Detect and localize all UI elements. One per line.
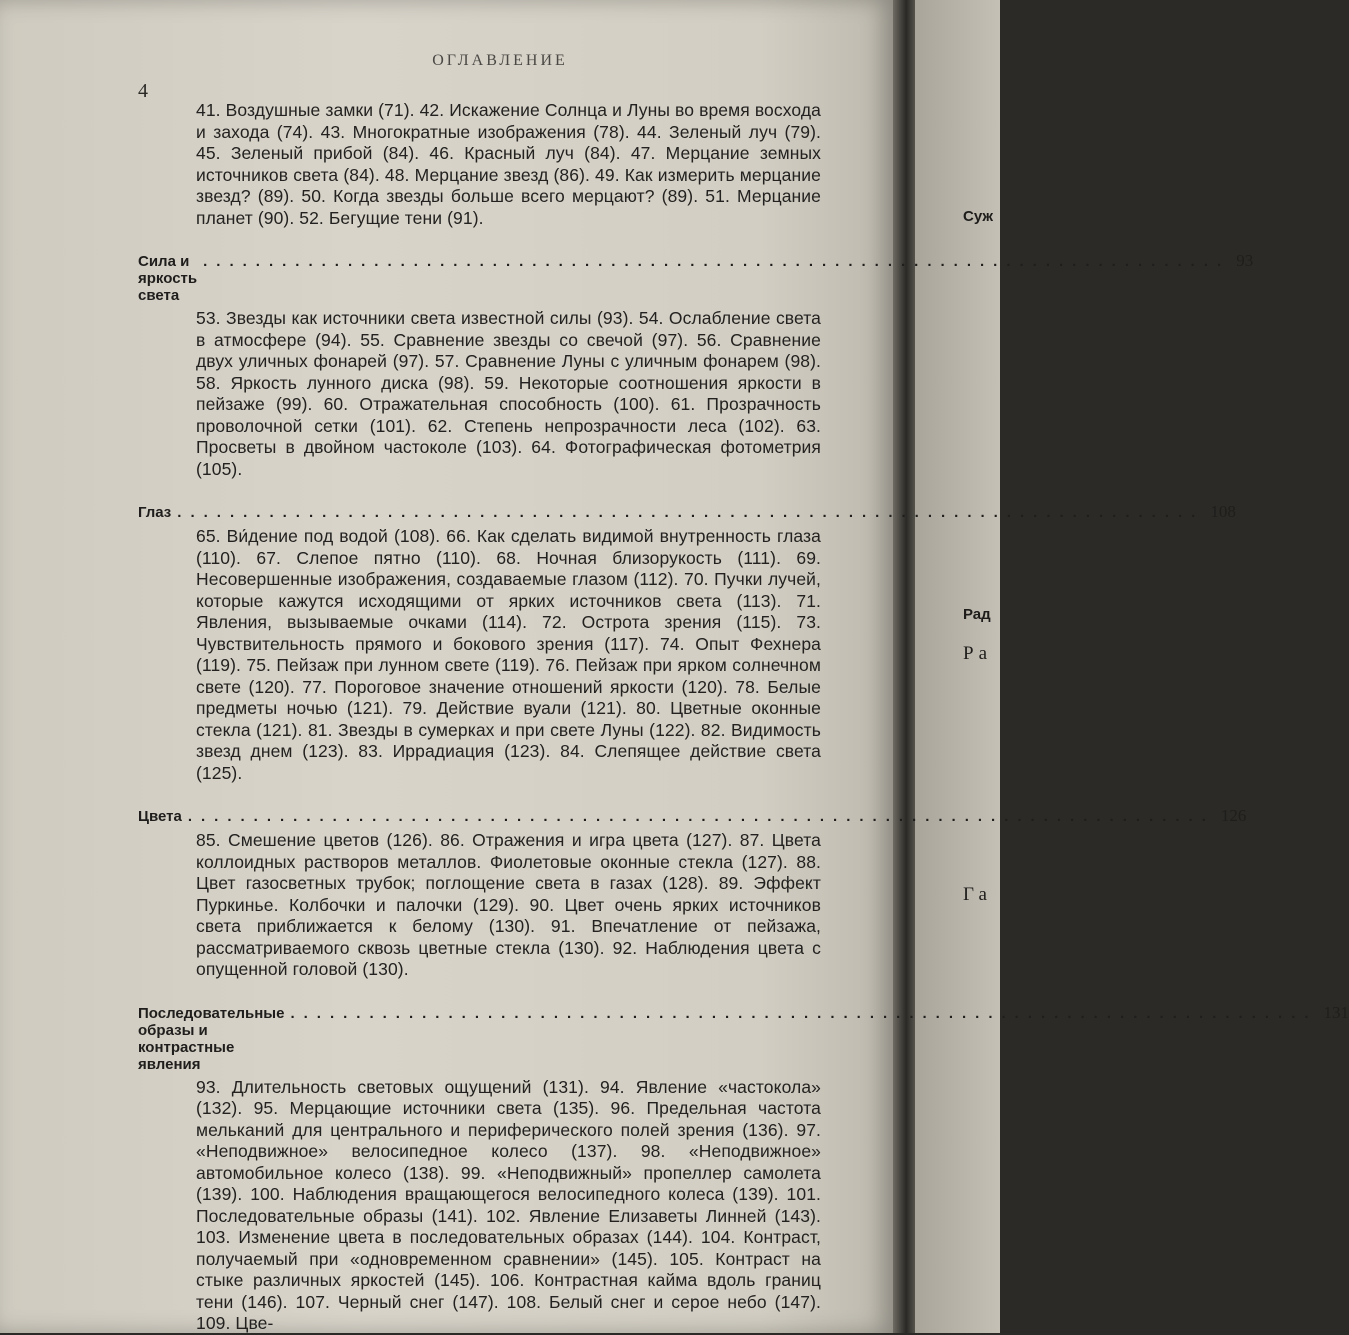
toc-section-heading	[138, 251, 1254, 304]
facing-page-fragment: Га	[963, 884, 992, 905]
section-page-number: 93	[1236, 251, 1254, 270]
toc-entries-continued: 41. Воздушные замки (71). 42. Искажение Солнца и Луны во время восхода и захода (74). 43. Многократные изображения (78). 44. Зеленый луч (79). 45. Зеленый прибой (84). 46. Красный луч (84). 47. Мерцание земных источников света (84). 48. Мерцание звезд (86). 49. Как измерить мерцание звезд? (89). 50. Когда звезды больше всего мерцают? (89). 51. Мерцание планет (90). 52. Бегущие тени (91).	[196, 100, 821, 228]
facing-page	[915, 0, 1000, 1333]
book-gutter	[893, 0, 915, 1333]
facing-page-fragment: Суж	[963, 208, 993, 225]
section-entries: 53. Звезды как источники света известной силы (93). 54. Ослабление света в атмосфере (94). 55. Сравнение звезды со свечой (97). 56. Сравнение двух уличных фонарей (97). 57. Сравнение Луны с уличным фонарем (98). 58. Яркость лунного диска (98). 59. Некоторые соотношения яркости в пейзаже (99). 60. Отражательная способность (100). 61. Прозрачность проволочной сетки (101). 62. Степень непрозрачности леса (102). 63. Просветы в двойном частоколе (103). 64. Фотографическая фотометрия (105).	[196, 308, 821, 479]
section-entries: 93. Длительность световых ощущений (131). 94. Явление «частокола» (132). 95. Мерцающие источники света (135). 96. Предельная частота мельканий для центрального и периферического полей зрения (136). 97. «Неподвижное» велосипедное колесо (137). 98. «Неподвижное» автомобильное колесо (138). 99. «Неподвижный» пропеллер самолета (139). 100. Наблюдения вращающегося велосипедного колеса (139). 101. Последовательные образы (141). 102. Явление Елизаветы Линней (143). 103. Изменение цвета в последовательных образах (144). 104. Контраст, получаемый при «одновременном сравнении» (145). 105. Контраст на стыке различных яркостей (145). 106. Контрастная кайма вдоль границ тени (146). 107. Черный снег (147). 108. Белый снег и серое небо (147). 109. Цве-	[196, 1076, 821, 1333]
section-title: Глаз	[138, 504, 172, 521]
toc-section-heading	[138, 806, 1247, 826]
leader-dots: ..............................................................................	[203, 253, 1231, 270]
section-entries: 85. Смешение цветов (126). 86. Отражения и игра цвета (127). 87. Цвета коллоидных растворов металлов. Фиолетовые оконные стекла (127). 88. Цвет газосветных трубок; поглощение света в газах (128). 89. Эффект Пуркинье. Колбочки и палочки (129). 90. Цвет очень ярких источников света приближается к белому (130). 91. Впечатление от пейзажа, рассматриваемого сквозь цветные стекла (130). 92. Наблюдения цвета с опущенной головой (130).	[196, 830, 821, 979]
running-head: ОГЛАВЛЕНИЕ	[432, 52, 568, 69]
page-number: 4	[138, 80, 148, 102]
section-title: Последовательные образы и контрастные явления	[138, 1004, 285, 1073]
section-page-number: 131	[1323, 1002, 1349, 1022]
section-page-number: 126	[1220, 806, 1247, 825]
facing-page-fragment: Ра	[963, 643, 992, 664]
toc-section-heading	[138, 1002, 1349, 1073]
facing-page-fragment: Рад	[963, 606, 991, 623]
section-title: Сила и яркость света	[138, 253, 198, 304]
leader-dots: ..............................................................................	[177, 504, 1205, 521]
leader-dots: ..............................................................................	[187, 808, 1215, 825]
leader-dots: ..............................................................................	[290, 1004, 1318, 1022]
toc-section-heading	[138, 502, 1236, 522]
section-entries: 65. Ви́дение под водой (108). 66. Как сделать видимой внутренность глаза (110). 67. Слепое пятно (110). 68. Ночная близорукость (111). 69. Несовершенные изображения, создаваемые глазом (112). 70. Пучки лучей, которые кажутся исходящими от ярких источников света (113). 71. Явления, вызываемые очками (114). 72. Острота зрения (115). 73. Чувствительность прямого и бокового зрения (117). 74. Опыт Фехнера (119). 75. Пейзаж при лунном свете (119). 76. Пейзаж при ярком солнечном свете (120). 77. Пороговое значение отношений яркости (120). 78. Белые предметы ночью (121). 79. Действие вуали (121). 80. Цветные оконные стекла (121). 81. Звезды в сумерках и при свете Луны (122). 82. Видимость звезд днем (123). 83. Иррадиация (123). 84. Слепящее действие света (125).	[196, 526, 821, 783]
section-title: Цвета	[138, 808, 182, 825]
section-page-number: 108	[1210, 502, 1236, 521]
